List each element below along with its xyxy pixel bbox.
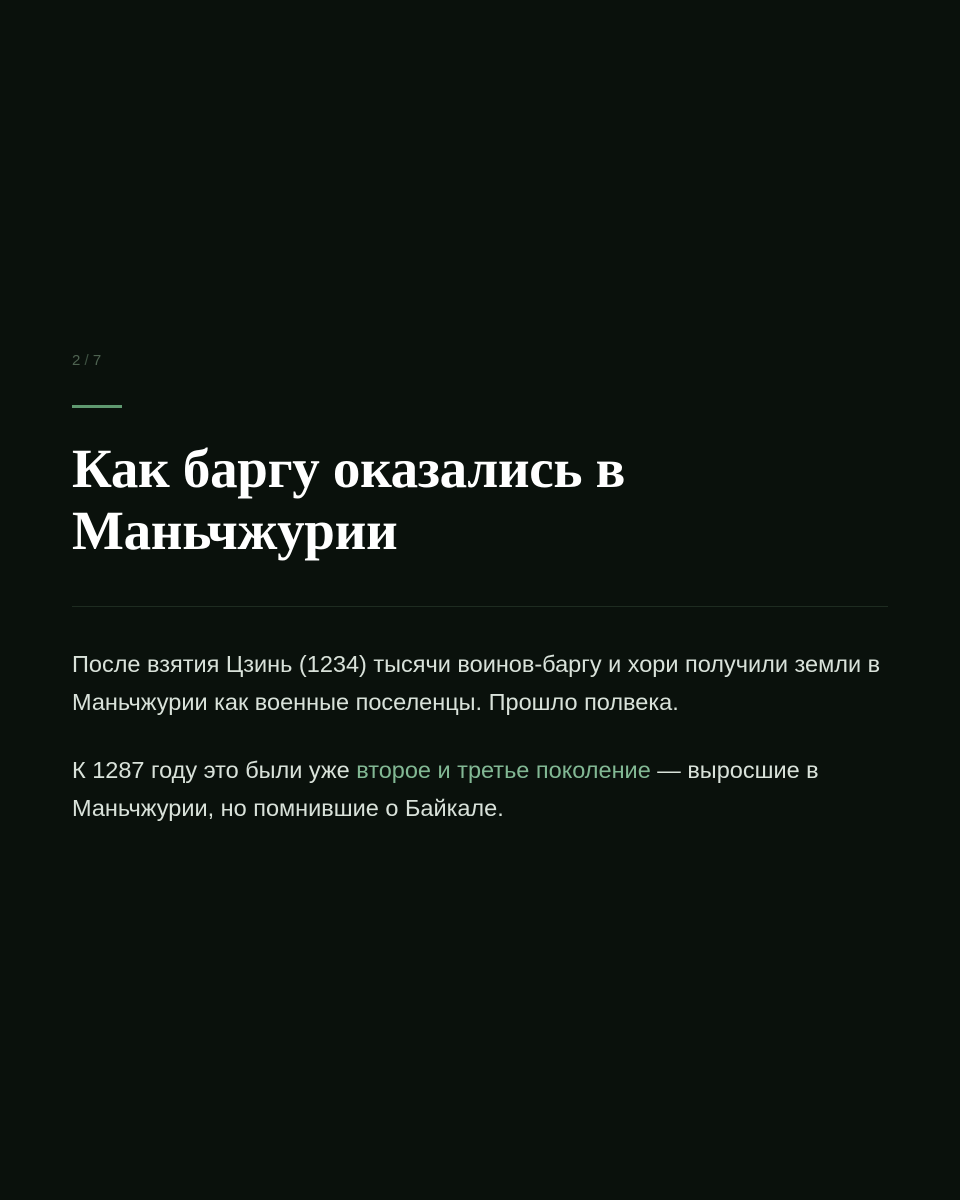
accent-rule — [72, 405, 122, 408]
slide-counter — [72, 352, 888, 369]
paragraph-1 — [72, 645, 888, 721]
paragraph-2-segment-3: — выросшие в Маньчжурии, но помнившие о Байкале. — [72, 757, 819, 822]
body-text — [72, 645, 888, 827]
paragraph-2-segment-1: К 1287 году это были уже — [72, 757, 357, 784]
slide-counter-total: 7 — [92, 352, 104, 369]
slide-content — [72, 352, 888, 828]
paragraph-2 — [72, 751, 888, 827]
paragraph-1-segment-1: После взятия Цзинь (1234) тысячи воинов-баргу и хори получили земли в Маньчжурии как военные поселенцы. Прошло полвека. — [72, 651, 881, 716]
slide-counter-current: 2 — [72, 352, 83, 369]
page-title: Как баргу оказались в Маньчжурии — [72, 438, 626, 562]
slide-counter-separator: / — [84, 352, 91, 369]
title-divider — [72, 606, 888, 607]
paragraph-2-highlight: второе и третье поколение — [356, 757, 651, 784]
